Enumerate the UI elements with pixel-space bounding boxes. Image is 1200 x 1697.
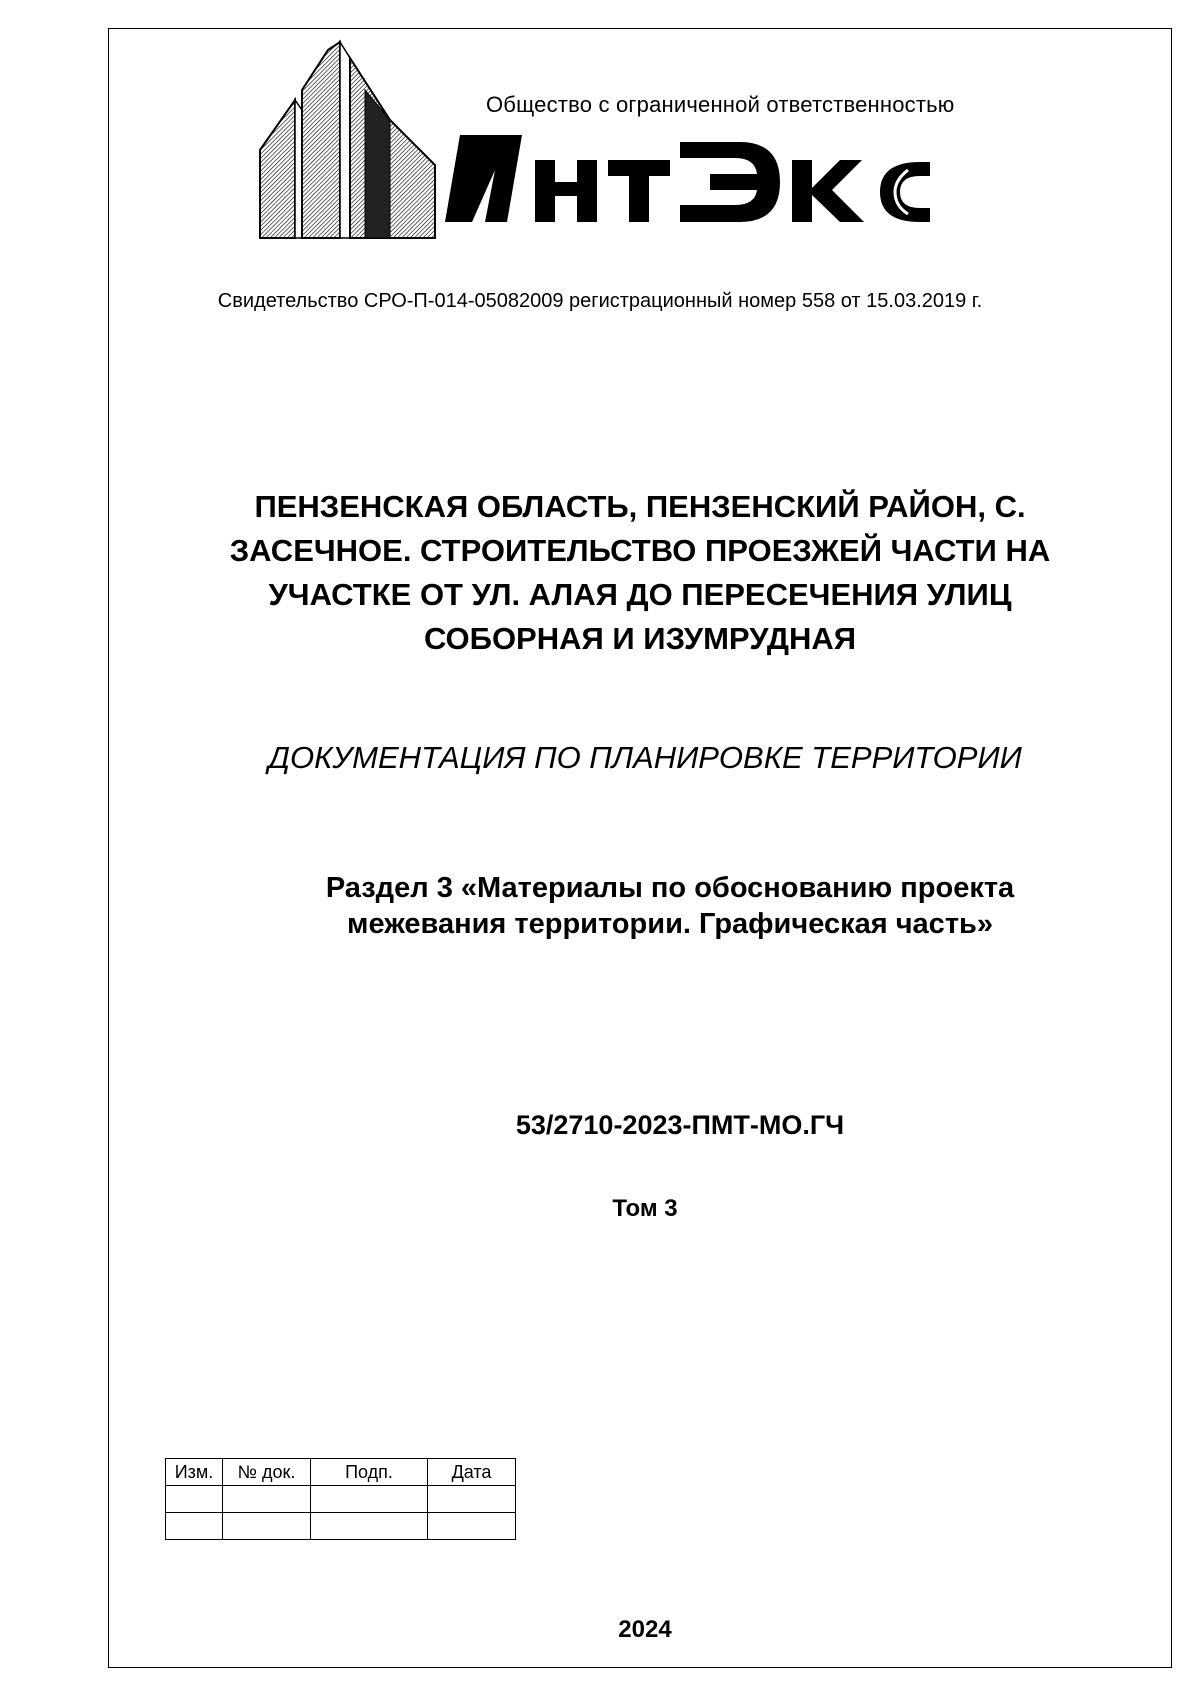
page-frame: [108, 28, 1172, 1668]
revision-table-header: [166, 1459, 516, 1486]
volume-number: Том 3: [612, 1195, 678, 1222]
header-doc-number: № док.: [223, 1459, 311, 1486]
table-row: [166, 1513, 516, 1540]
table-cell: [166, 1513, 223, 1540]
project-title: [150, 485, 1130, 661]
document-type: ДОКУМЕНТАЦИЯ ПО ПЛАНИРОВКЕ ТЕРРИТОРИИ: [268, 740, 1022, 775]
document-year: 2024: [618, 1616, 672, 1643]
company-name-logo-text: [445, 135, 930, 222]
table-cell: [166, 1486, 223, 1513]
document-code: 53/2710-2023-ПМТ-МО.ГЧ: [515, 1110, 845, 1140]
table-cell: [311, 1513, 428, 1540]
project-title-line: ЗАСЕЧНОЕ. СТРОИТЕЛЬСТВО ПРОЕЗЖЕЙ ЧАСТИ НА: [229, 533, 1051, 568]
section-title-line: межевания территории. Графическая часть»: [347, 908, 993, 940]
table-cell: [311, 1486, 428, 1513]
header-signature: Подп.: [311, 1459, 428, 1486]
table-cell: [428, 1486, 516, 1513]
company-logo: [240, 30, 1040, 250]
organization-type: Общество с ограниченной ответственностью: [486, 92, 955, 117]
header-change: Изм.: [166, 1459, 223, 1486]
project-title-line: ПЕНЗЕНСКАЯ ОБЛАСТЬ, ПЕНЗЕНСКИЙ РАЙОН, С.: [254, 489, 1026, 524]
project-title-line: УЧАСТКЕ ОТ УЛ. АЛАЯ ДО ПЕРЕСЕЧЕНИЯ УЛИЦ: [268, 577, 1012, 612]
table-cell: [223, 1513, 311, 1540]
table-cell: [223, 1486, 311, 1513]
table-cell: [428, 1513, 516, 1540]
section-title-line: Раздел 3 «Материалы по обоснованию проекта: [325, 872, 1015, 904]
buildings-logo-icon: [260, 42, 435, 238]
header-date: Дата: [428, 1459, 516, 1486]
certificate-info: Свидетельство СРО-П-014-05082009 регистрационный номер 558 от 15.03.2019 г.: [217, 290, 983, 312]
section-title: [250, 870, 1090, 942]
revision-table: [165, 1458, 516, 1540]
project-title-line: СОБОРНАЯ И ИЗУМРУДНАЯ: [423, 621, 857, 656]
table-row: [166, 1486, 516, 1513]
